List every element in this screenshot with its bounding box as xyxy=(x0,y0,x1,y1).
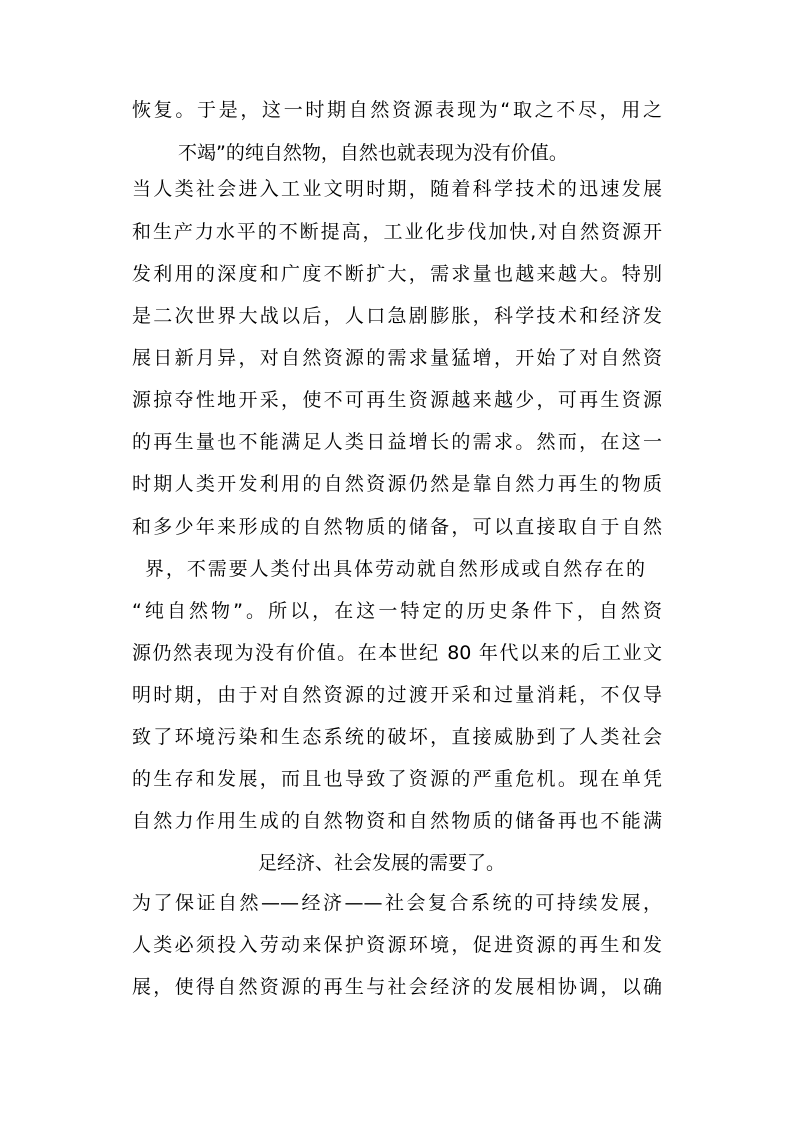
text-line-9: 的再生量也不能满足人类日益增长的需求。然而，在这一 xyxy=(132,431,662,453)
text-line-4: 和生产力水平的不断提高，工业化步伐加快,对自然资源开 xyxy=(132,221,662,243)
text-line-21: 人类必须投入劳动来保护资源环境，促进资源的再生和发 xyxy=(132,934,662,956)
text-line-11: 和多少年来形成的自然物质的储备，可以直接取自于自然 xyxy=(132,516,662,538)
text-line-17: 的生存和发展，而且也导致了资源的严重危机。现在单凭 xyxy=(132,768,662,790)
text-line-10: 时期人类开发利用的自然资源仍然是靠自然力再生的物质 xyxy=(132,473,662,495)
text-line-3: 当人类社会进入工业文明时期，随着科学技术的迅速发展 xyxy=(132,178,662,200)
text-line-15: 明时期，由于对自然资源的过渡开采和过量消耗，不仅导 xyxy=(132,684,662,706)
text-line-13: “纯自然物”。所以，在这一特定的历史条件下，自然资 xyxy=(132,600,662,622)
text-line-18: 自然力作用生成的自然物资和自然物质的储备再也不能满 xyxy=(132,810,662,832)
text-line-5: 发利用的深度和广度不断扩大，需求量也越来越大。特别 xyxy=(132,263,662,285)
text-line-14: 源仍然表现为没有价值。在本世纪 80 年代以来的后工业文 xyxy=(132,642,662,664)
text-line-7: 展日新月异，对自然资源的需求量猛增，开始了对自然资 xyxy=(132,347,662,369)
text-line-20: 为了保证自然——经济——社会复合系统的可持续发展， xyxy=(132,892,662,914)
text-line-19: 足经济、社会发展的需要了。 xyxy=(258,852,506,874)
text-line-1: 恢复。于是，这一时期自然资源表现为“取之不尽，用之 xyxy=(132,99,662,121)
text-line-8: 源掠夺性地开采，使不可再生资源越来越少，可再生资源 xyxy=(132,389,662,411)
text-line-2: 不竭”的纯自然物，自然也就表现为没有价值。 xyxy=(178,142,568,164)
text-line-6: 是二次世界大战以后，人口急剧膨胀，科学技术和经济发 xyxy=(132,305,662,327)
text-line-22: 展，使得自然资源的再生与社会经济的发展相协调，以确 xyxy=(132,976,662,998)
text-line-16: 致了环境污染和生态系统的破坏，直接威胁到了人类社会 xyxy=(132,726,662,748)
text-line-12: 界，不需要人类付出具体劳动就自然形成或自然存在的 xyxy=(145,558,645,580)
